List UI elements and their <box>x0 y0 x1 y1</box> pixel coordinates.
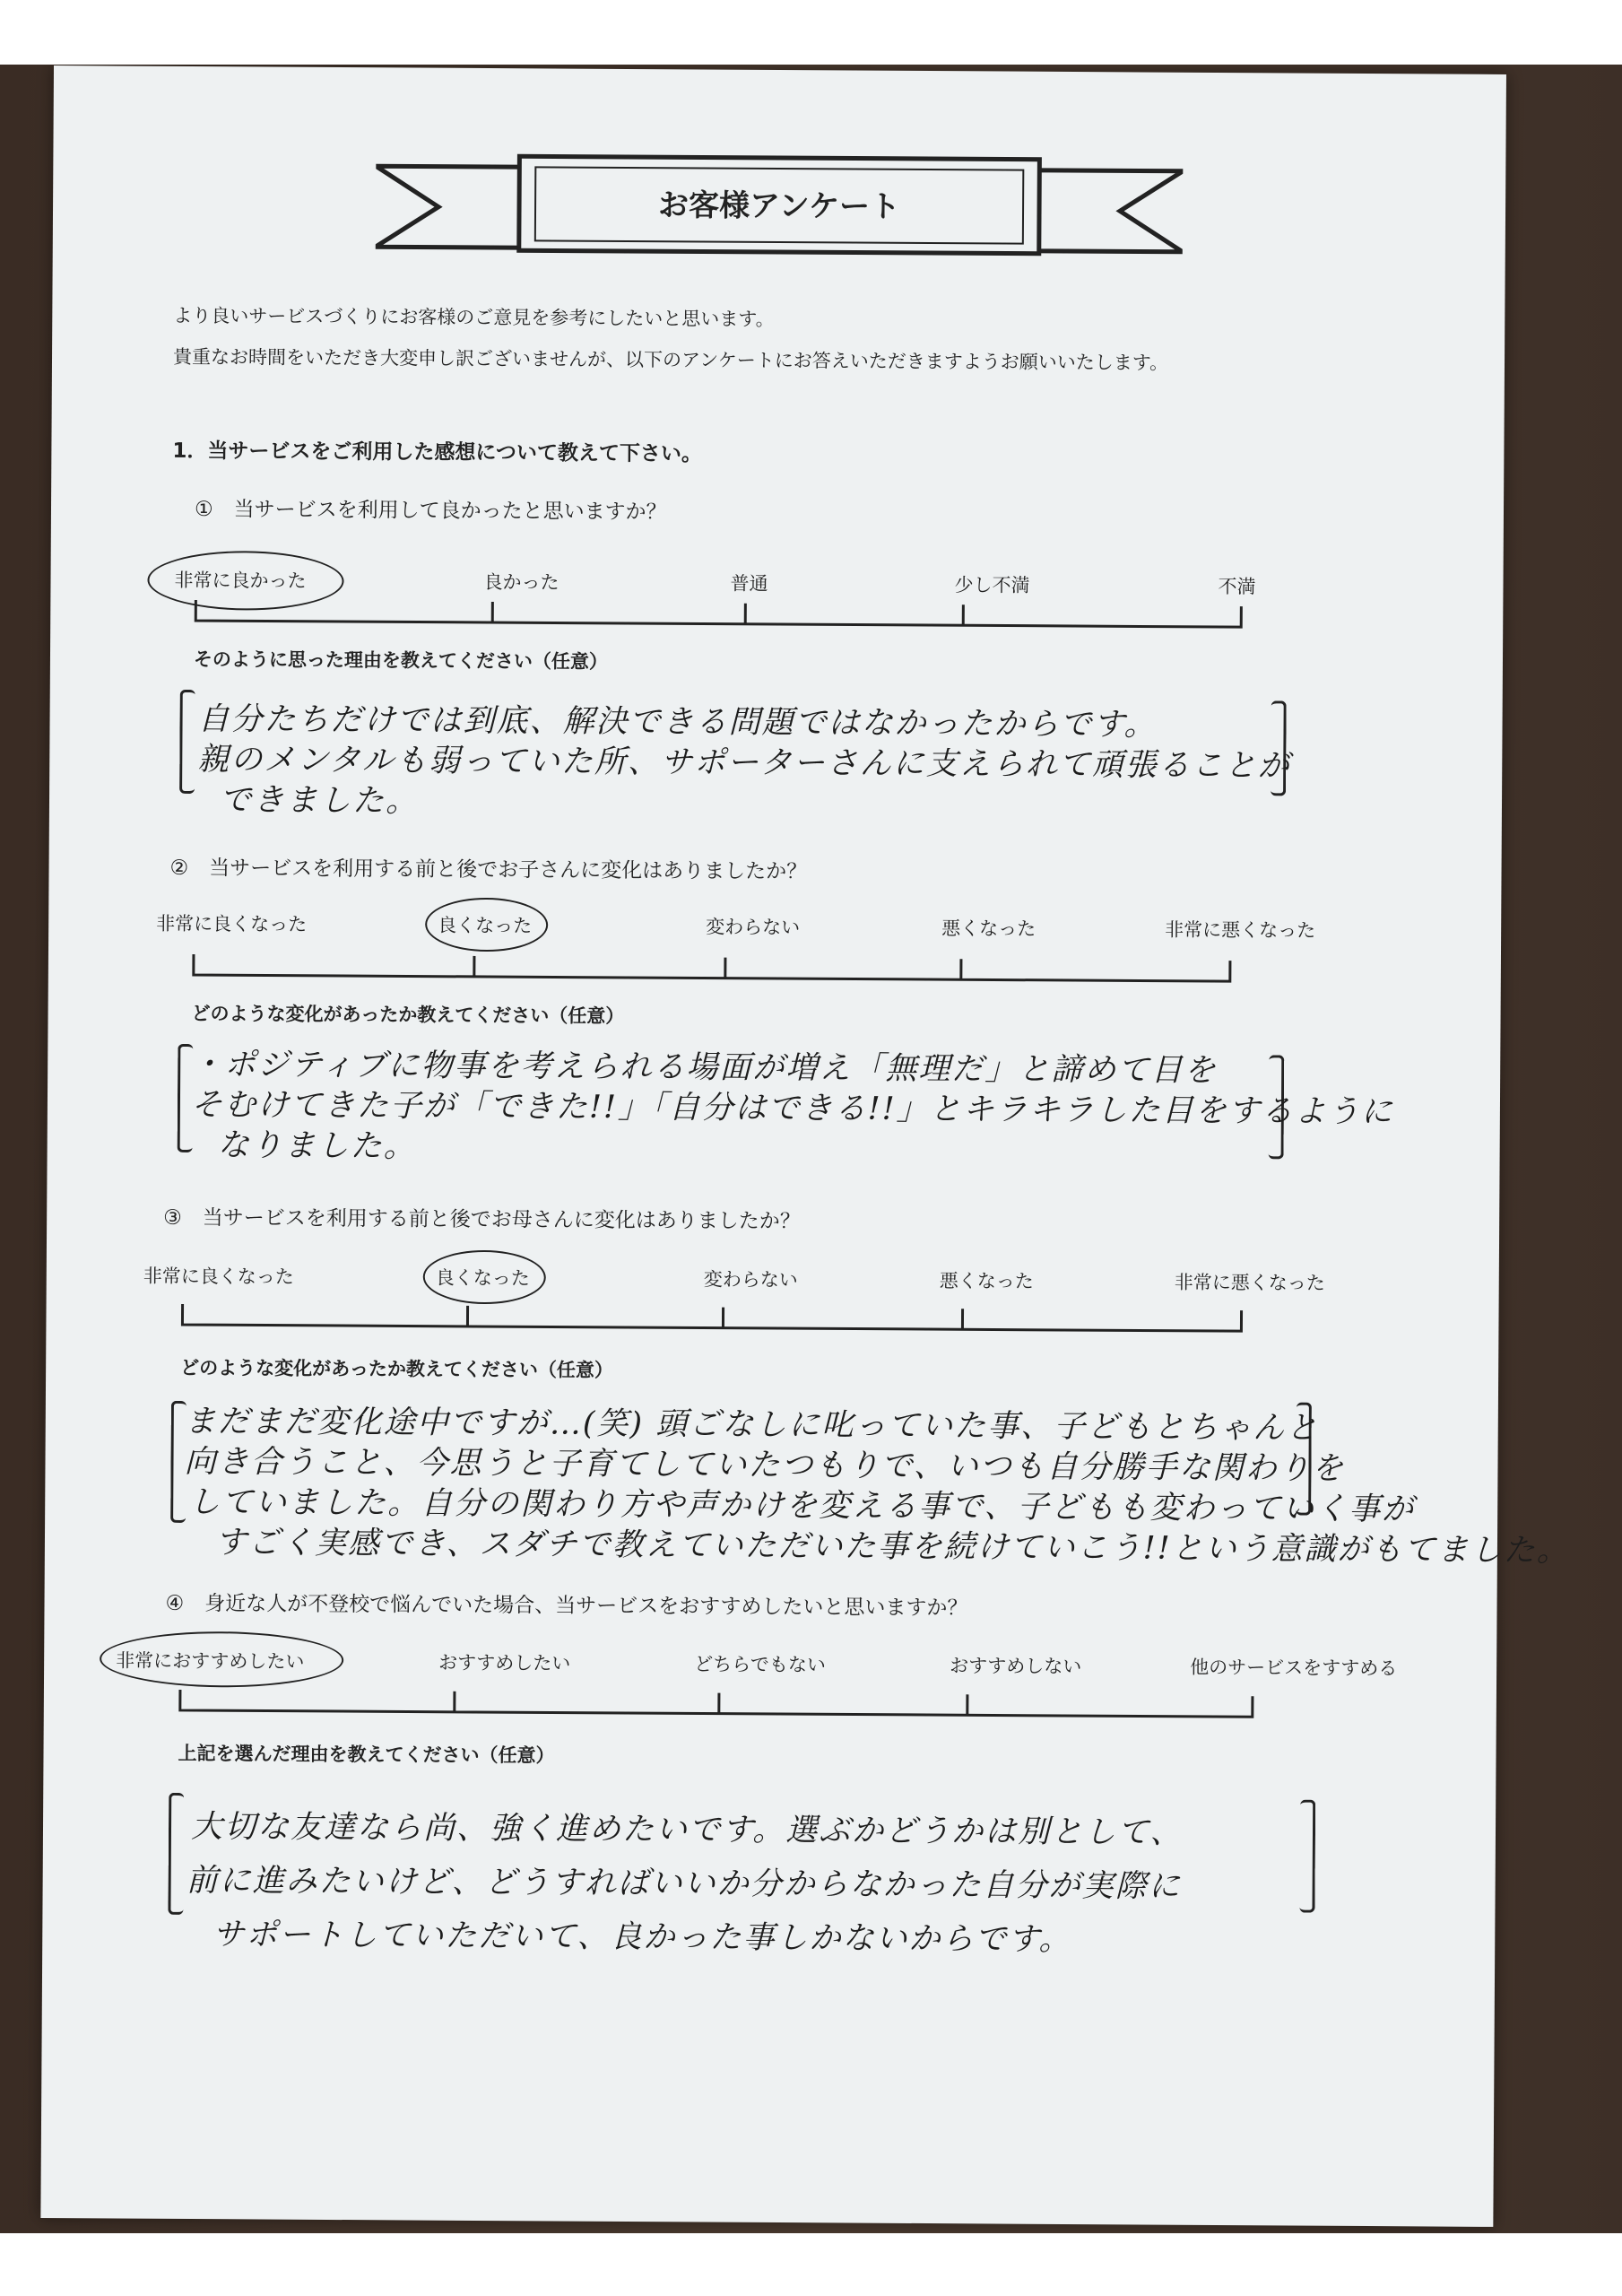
q2-label: ② 当サービスを利用する前と後でお子さんに変化はありましたか？ <box>169 856 808 884</box>
q1-answer-bracket-left <box>179 690 195 794</box>
q3-reason-label: どのような変化があったか教えてください（任意） <box>180 1356 614 1381</box>
q4-option-5[interactable]: 他のサービスをすすめる <box>1190 1656 1398 1680</box>
q2-answer-line-1: ・ポジティブに物事を考えられる場面が増え「無理だ」と諦めて目を <box>191 1047 1218 1089</box>
q4-option-1[interactable]: 非常におすすめしたい <box>116 1649 305 1673</box>
q4-reason-label: 上記を選んだ理由を教えてください（任意） <box>178 1742 555 1767</box>
photo-background <box>0 65 1622 2233</box>
q2-rating-scale <box>192 950 1232 983</box>
q3-label: ③ 当サービスを利用する前と後でお母さんに変化はありましたか？ <box>163 1205 801 1234</box>
title-banner <box>375 148 1183 296</box>
q1-option-4[interactable]: 少し不満 <box>954 574 1030 596</box>
q4-answer-bracket-right <box>1299 1800 1315 1913</box>
q4-answer-bracket-left <box>168 1793 184 1915</box>
q2-option-5[interactable]: 非常に悪くなった <box>1165 918 1316 942</box>
q1-answer-line-2: 親のメンタルも弱っていた所、サポーターさんに支えられて頑張ることが <box>197 742 1291 785</box>
q4-option-4[interactable]: おすすめしない <box>950 1655 1082 1678</box>
q2-option-3[interactable]: 変わらない <box>706 916 801 939</box>
q1-reason-label: そのように思った理由を教えてください（任意） <box>193 648 609 673</box>
q2-option-1[interactable]: 非常に良くなった <box>156 912 308 935</box>
q1-answer-line-3: できました。 <box>219 782 420 820</box>
q1-option-1[interactable]: 非常に良かった <box>174 569 307 592</box>
q4-answer-line-3: サポートしていただいて、良かった事しかないからです。 <box>213 1917 1072 1959</box>
q2-answer-line-3: なりました。 <box>217 1127 417 1165</box>
q1-option-2[interactable]: 良かった <box>483 570 559 594</box>
q2-option-4[interactable]: 悪くなった <box>941 918 1037 940</box>
q3-answer-line-2: 向き合うこと、今思うと子育てしていたつもりで、いつも自分勝手な関わりを <box>184 1443 1345 1487</box>
q1-option-5[interactable]: 不満 <box>1218 575 1256 598</box>
q2-answer-line-2: そむけてきた子が「できた!!」「自分はできる!!」とキラキラした目をするように <box>190 1087 1394 1131</box>
q4-answer-line-2: 前に進みたいけど、どうすればいいか分からなかった自分が実際に <box>186 1862 1182 1905</box>
survey-sheet <box>40 65 1570 2227</box>
q3-option-3[interactable]: 変わらない <box>703 1268 798 1292</box>
q4-answer-line-1: 大切な友達なら尚、強く進めたいです。選ぶかどうかは別として、 <box>190 1809 1184 1851</box>
q4-rating-scale <box>178 1685 1254 1718</box>
page-title: お客様アンケート <box>657 187 901 225</box>
q3-option-2[interactable]: 良くなった <box>435 1266 530 1290</box>
q3-answer-line-3: していました。自分の関わり方や声かけを変える事で、子どもも変わっていく事が <box>188 1483 1416 1528</box>
q1-rating-scale <box>194 596 1243 629</box>
q3-option-1[interactable]: 非常に良くなった <box>143 1265 294 1288</box>
q4-label: ④ 身近な人が不登校で悩んでいた場合、当サービスをおすすめしたいと思いますか？ <box>165 1591 968 1621</box>
intro-line-2: 貴重なお時間をいただき大変申し訳ございませんが、以下のアンケートにお答えいただきますようお願いいたします。 <box>172 345 1169 374</box>
q4-option-3[interactable]: どちらでもない <box>694 1653 827 1676</box>
q3-option-5[interactable]: 非常に悪くなった <box>1174 1271 1325 1294</box>
q4-option-2[interactable]: おすすめしたい <box>438 1651 571 1674</box>
section-heading: 1．当サービスをご利用した感想について教えて下さい。 <box>172 439 703 466</box>
q2-option-2[interactable]: 良くなった <box>438 914 533 937</box>
q1-label: ① 当サービスを利用して良かったと思いますか？ <box>194 498 667 525</box>
q3-rating-scale <box>180 1300 1243 1333</box>
q3-answer-line-4: すごく実感でき、スダチで教えていただいた事を続けていこう!!という意識がもてました。 <box>214 1525 1570 1570</box>
q2-reason-label: どのような変化があったか教えてください（任意） <box>191 1003 625 1027</box>
q3-option-4[interactable]: 悪くなった <box>939 1270 1034 1292</box>
intro-line-1: より良いサービスづくりにお客様のご意見を参考にしたいと思います。 <box>173 304 775 330</box>
q1-answer-line-1: 自分たちだけでは到底、解決できる問題ではなかったからです。 <box>197 701 1158 744</box>
q1-option-3[interactable]: 普通 <box>730 572 768 595</box>
q3-answer-line-1: まだまだ変化途中ですが…(笑) 頭ごなしに叱っていた事、子どもとちゃんと <box>184 1403 1320 1447</box>
